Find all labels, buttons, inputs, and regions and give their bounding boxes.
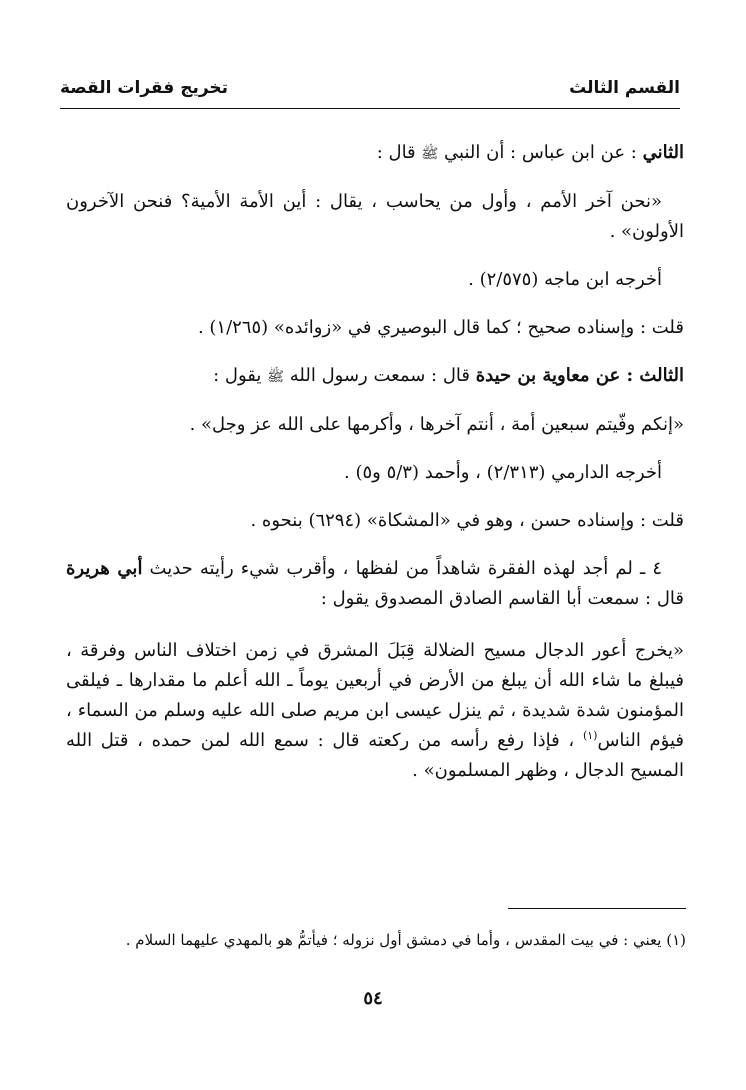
grading-line: قلت : وإسناده صحيح ؛ كما قال البوصيري في «زوائده» (١/٢٦٥) .	[197, 317, 684, 338]
paragraph-text: يقول :	[213, 365, 268, 386]
honorific-symbol: ﷺ	[267, 369, 285, 385]
hadith-quote-long	[66, 636, 684, 786]
page-number: ٥٤	[363, 988, 383, 1009]
hadith-number-label: الثالث : عن معاوية بن حيدة	[475, 365, 684, 386]
section-title: القسم الثالث	[569, 78, 680, 98]
paragraph-text: ٤ ـ لم أجد لهذه الفقرة شاهداً من لفظها ، وأقرب شيء رأيته حديث	[149, 558, 662, 579]
narrator-name: أبي هريرة	[66, 558, 143, 579]
footnote-divider	[508, 908, 686, 909]
paragraph-3rd-hadith	[66, 361, 684, 392]
hadith-quote: «نحن آخر الأمم ، وأول من يحاسب ، يقال : أين الأمة الأمية؟ فنحن الآخرون الأولون» .	[66, 191, 684, 242]
honorific-symbol: ﷺ	[421, 146, 439, 162]
paragraph-item-4	[66, 554, 684, 614]
chapter-title: تخريج فقرات القصة	[60, 78, 229, 98]
grading-line: قلت : وإسناده حسن ، وهو في «المشكاة» (٦٢٩٤) بنحوه .	[250, 510, 684, 531]
hadith-quote: «إنكم وفّيتم سبعين أمة ، أنتم آخرها ، وأكرمها على الله عز وجل» .	[189, 414, 684, 435]
paragraph-text: قال : سمعت أبا القاسم الصادق المصدوق يقول :	[320, 588, 684, 609]
paragraph-text: ، فإذا رفع رأسه من ركعته قال : سمع الله لمن حمده ، قتل الله المسيح الدجال ، وظهر المسلمون» .	[66, 730, 684, 781]
paragraph-text: قال :	[376, 142, 422, 163]
body-text	[66, 138, 684, 786]
hadith-number-label: الثاني	[642, 142, 684, 163]
paragraph-2nd-hadith	[66, 138, 684, 169]
takhrij-line: أخرجه الدارمي (٢/٣١٣) ، وأحمد (٥/٣ و٥) .	[344, 462, 662, 483]
page-header	[60, 68, 680, 109]
paragraph-text: «يخرج أعور الدجال مسيح الضلالة قِبَلَ المشرق في زمن اختلاف الناس وفرقة ، فيبلغ ما شاء الله أن يبلغ من الأرض في أربعين يوماً ـ الله أعلم ما مقدارها ـ فيلقى المؤمنون شدة شديدة ، ثم ينزل عيسى ابن مريم صلى الله عليه وسلم من السماء ، فيؤم الناس	[66, 640, 684, 751]
paragraph-text: قال : سمعت رسول الله	[284, 365, 476, 386]
footnote: (١) يعني : في بيت المقدس ، وأما في دمشق أول نزوله ؛ فيأتمُّ هو بالمهدي عليهما السلام .	[125, 931, 686, 949]
paragraph-text: : عن ابن عباس : أن النبي	[438, 142, 643, 163]
footnote-marker: (١)	[582, 729, 598, 742]
takhrij-line: أخرجه ابن ماجه (٢/٥٧٥) .	[468, 269, 662, 290]
